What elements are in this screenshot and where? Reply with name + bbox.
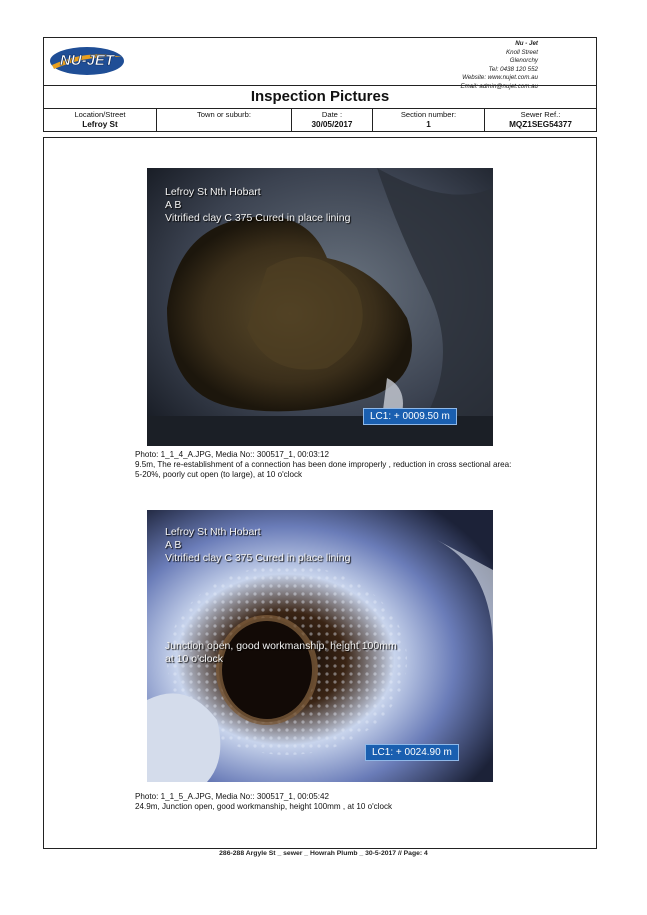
inspection-photo-2 [147, 510, 493, 782]
photo-1-caption [135, 450, 515, 480]
photo-2-caption-file: Photo: 1_1_5_A.JPG, Media No:: 300517_1, 00:05:42 [135, 792, 329, 801]
section-label: Section number: [400, 110, 457, 119]
company-logo [48, 43, 126, 79]
photo-1-overlay-line-3: Vitrified clay C 375 Cured in place lining [165, 212, 351, 224]
photo-2-caption [135, 792, 515, 812]
photo-1-caption-file: Photo: 1_1_4_A.JPG, Media No:: 300517_1, 00:03:12 [135, 450, 329, 459]
location-label: Location/Street [74, 110, 126, 119]
page-footer: 286-288 Argyle St _ sewer _ Howrah Plumb _ 30-5-2017 // Page: 4 [219, 850, 428, 857]
photo-2-overlay-note-2: at 10 o'clock [165, 653, 224, 665]
sewer-ref-label: Sewer Ref.: [520, 110, 561, 119]
report-header [43, 37, 597, 132]
email: Email: admin@nujet.com.au [460, 82, 538, 90]
report-sheet [43, 37, 597, 848]
date-value: 30/05/2017 [311, 120, 353, 129]
photo-1-caption-desc: 9.5m, The re-establishment of a connection has been done improperly , reduction in cross sectional area: 5-20%, poorly cut open (to large), at 10 o'clock [135, 460, 512, 479]
location-cell [44, 109, 157, 132]
pictures-area [43, 137, 597, 849]
contact-block [461, 40, 538, 92]
address-line-2: Glenorchy [509, 57, 538, 65]
info-row [44, 108, 596, 132]
section-cell [373, 109, 485, 132]
photo-2-caption-desc: 24.9m, Junction open, good workmanship, height 100mm , at 10 o'clock [135, 802, 393, 811]
date-cell [292, 109, 373, 132]
photo-2-distance-counter: LC1: + 0024.90 m [365, 744, 459, 761]
photo-2-overlay-line-1: Lefroy St Nth Hobart [165, 526, 261, 538]
location-value: Lefroy St [82, 120, 118, 129]
phone: Tel: 0438 120 552 [488, 65, 538, 73]
town-cell [157, 109, 292, 132]
page-title: Inspection Pictures [250, 88, 390, 105]
date-label: Date : [321, 110, 343, 119]
photo-1-overlay-line-1: Lefroy St Nth Hobart [165, 186, 261, 198]
sewer-ref-value: MQZ1SEG54377 [509, 120, 572, 129]
title-row [44, 82, 596, 108]
logo-wordmark: NU-JET [59, 52, 115, 69]
photo-1-distance-counter: LC1: + 0009.50 m [363, 408, 457, 425]
photo-1-overlay-line-2: A B [165, 199, 182, 211]
town-label: Town or suburb: [196, 110, 252, 119]
company-name: Nu - Jet [515, 40, 538, 47]
section-value: 1 [426, 120, 431, 129]
address-line-1: Knoll Street [506, 48, 538, 56]
photo-2-overlay-note-1: Junction open, good workmanship, height 100mm [165, 640, 397, 652]
sewer-ref-cell [485, 109, 596, 132]
photo-2-overlay-line-2: A B [165, 539, 182, 551]
photo-2-overlay-line-3: Vitrified clay C 375 Cured in place lining [165, 552, 351, 564]
inspection-photo-1 [147, 168, 493, 446]
website: Website: www.nujet.com.au [462, 74, 538, 82]
